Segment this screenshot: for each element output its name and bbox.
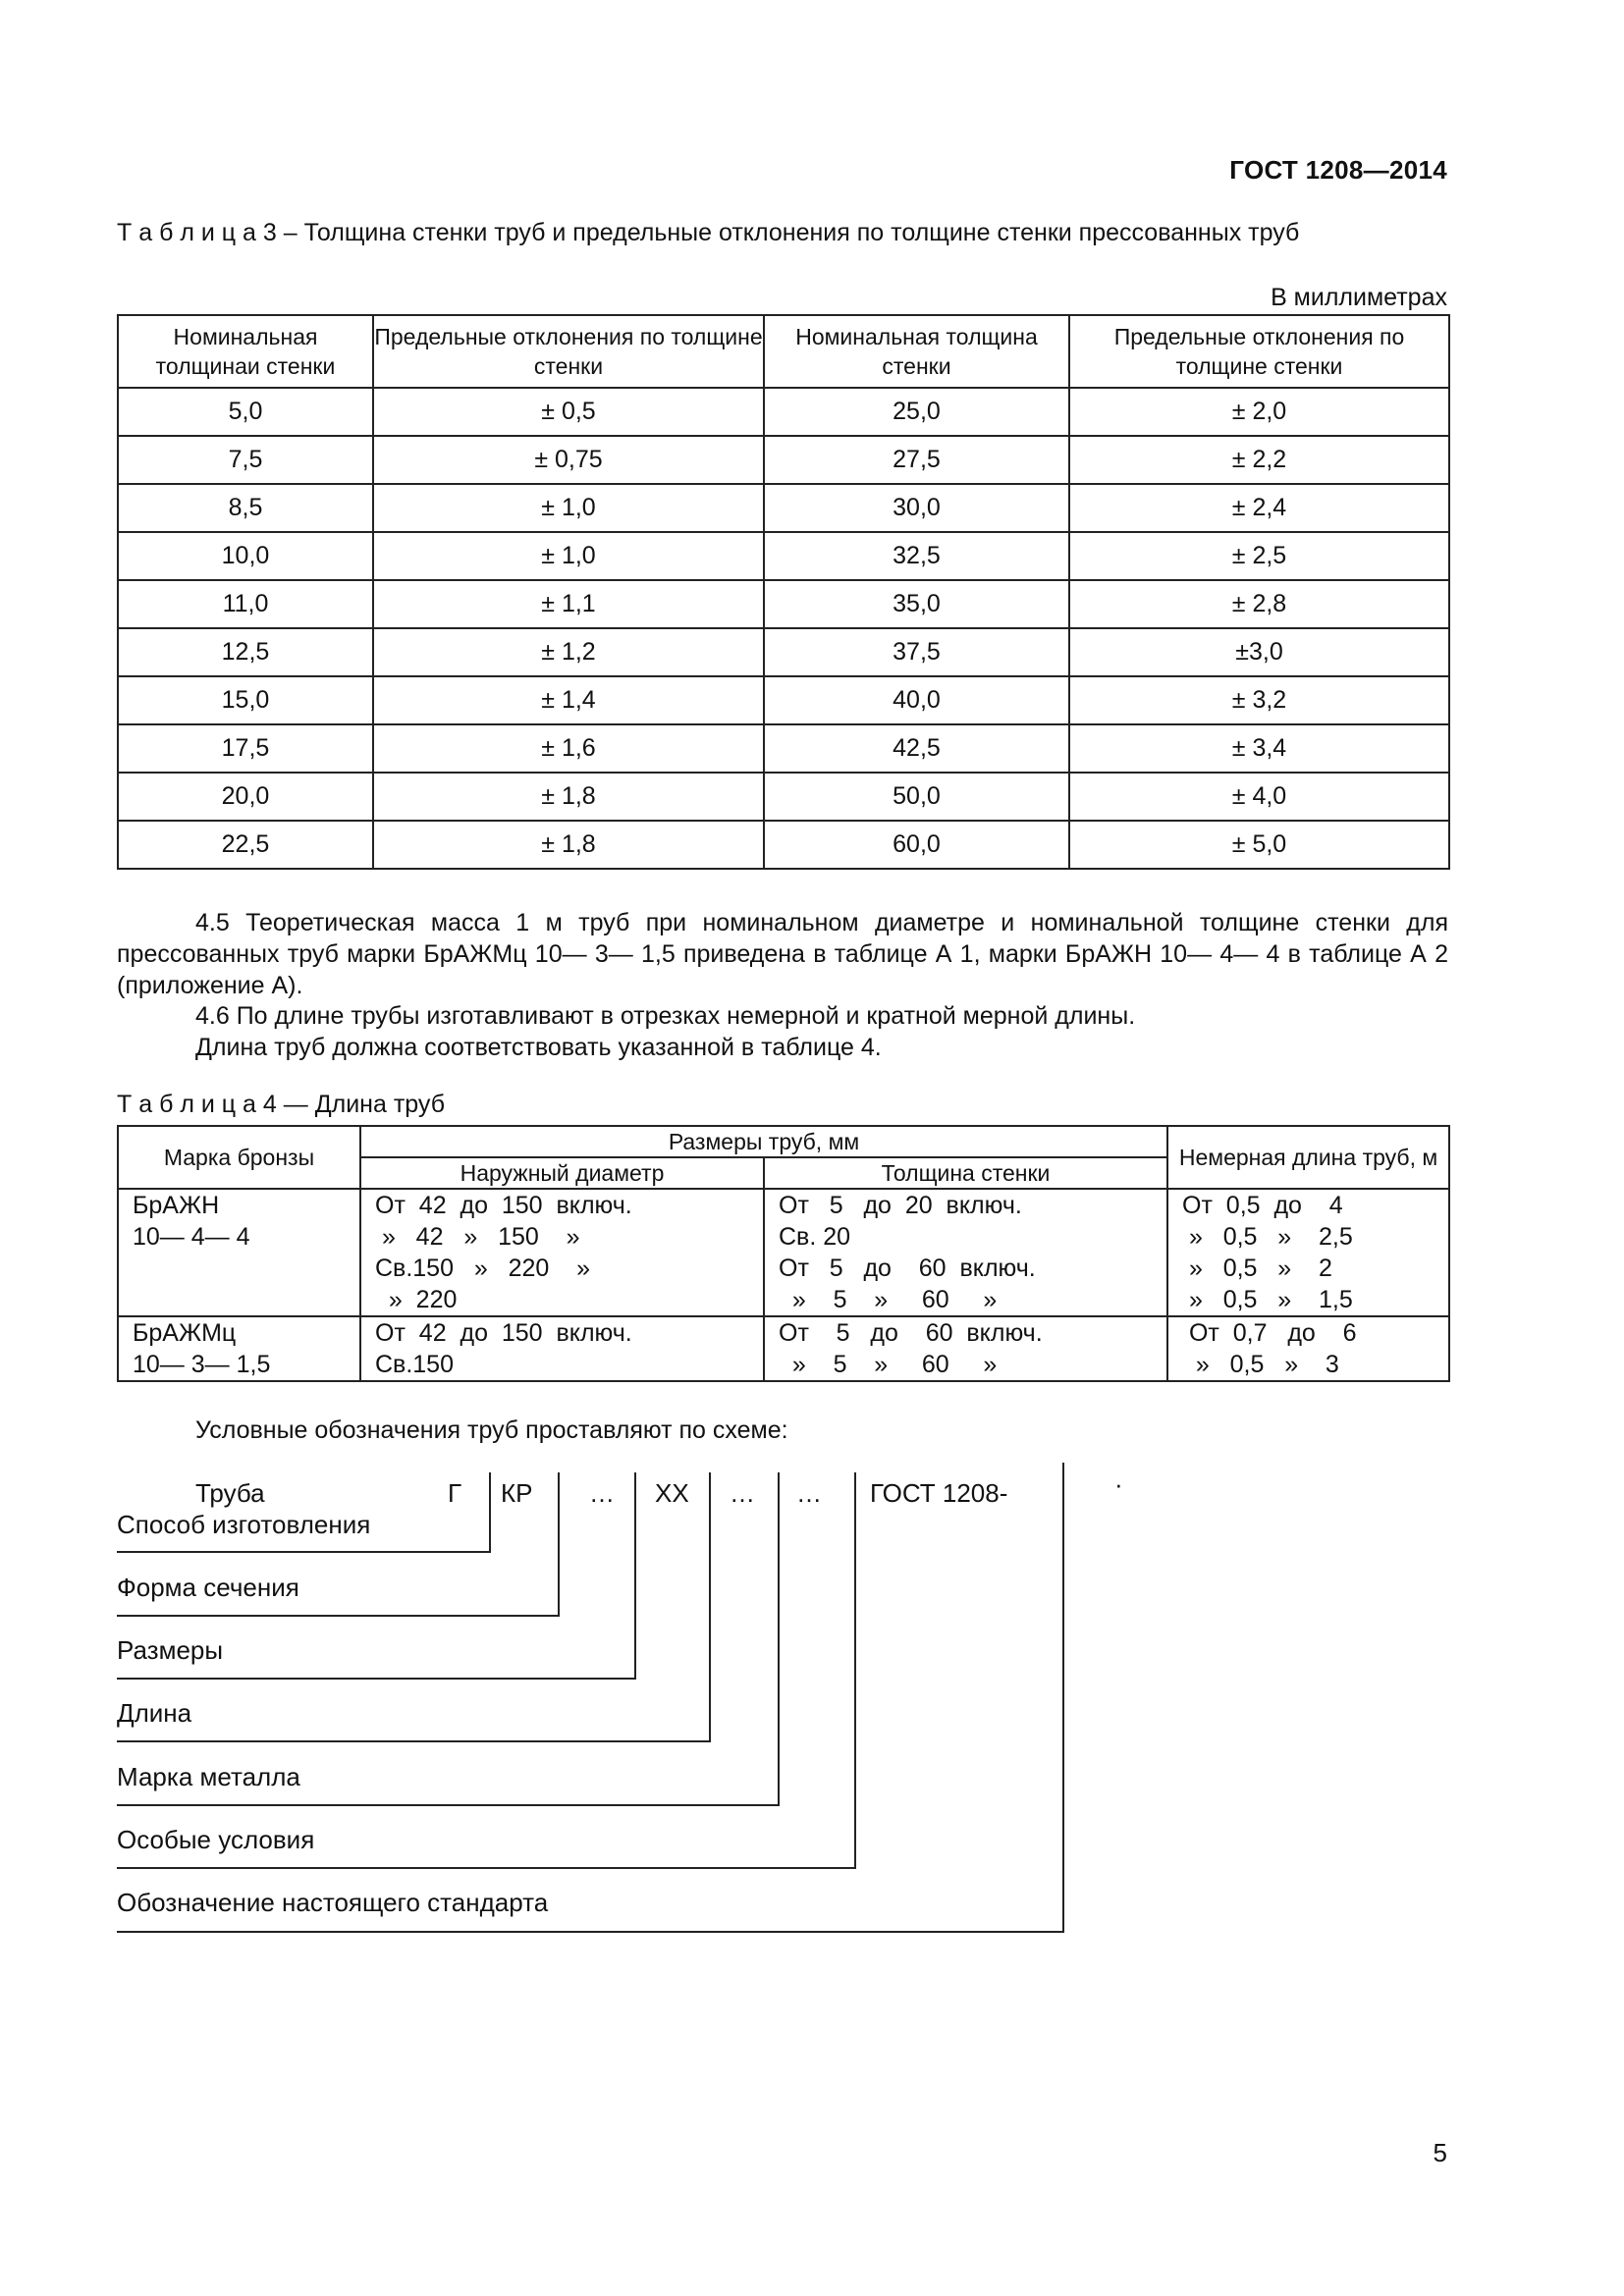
scheme-connector bbox=[709, 1472, 711, 1742]
table3-caption-text: 3 – Толщина стенки труб и предельные отклонения по толщине стенки прессованных труб bbox=[255, 219, 1300, 246]
nominal-thickness-cell: 37,5 bbox=[764, 628, 1069, 676]
paragraph-4-6-length: Длина труб должна соответствовать указанной в таблице 4. bbox=[195, 1034, 882, 1061]
nominal-thickness-cell: 11,0 bbox=[118, 580, 373, 628]
diameter-cell: От 42 до 150 включ. Св.150 bbox=[360, 1316, 764, 1381]
scheme-underline bbox=[117, 1740, 711, 1742]
scheme-connector bbox=[489, 1472, 491, 1553]
nominal-thickness-cell: 10,0 bbox=[118, 532, 373, 580]
nominal-thickness-cell: 35,0 bbox=[764, 580, 1069, 628]
length-cell: От 0,7 до 6 » 0,5 » 3 bbox=[1167, 1316, 1449, 1381]
nominal-thickness-cell: 8,5 bbox=[118, 484, 373, 532]
table-row bbox=[118, 388, 1449, 436]
table3-units: В миллиметрах bbox=[1271, 284, 1447, 311]
tolerance-cell: ± 1,8 bbox=[373, 773, 764, 821]
table-row bbox=[118, 532, 1449, 580]
nominal-thickness-cell: 5,0 bbox=[118, 388, 373, 436]
table-header-row bbox=[118, 315, 1449, 388]
table-row bbox=[118, 484, 1449, 532]
scheme-underline bbox=[117, 1804, 780, 1806]
brand-cell: БрАЖМц 10— 3— 1,5 bbox=[118, 1316, 360, 1381]
nominal-thickness-cell: 20,0 bbox=[118, 773, 373, 821]
scheme-connector bbox=[634, 1472, 636, 1680]
scheme-pipe-word: Труба bbox=[195, 1478, 265, 1508]
tolerance-cell: ± 3,4 bbox=[1069, 724, 1449, 773]
tolerance-cell: ± 2,2 bbox=[1069, 436, 1449, 484]
nominal-thickness-cell: 12,5 bbox=[118, 628, 373, 676]
scheme-label-standard: Обозначение настоящего стандарта bbox=[117, 1888, 549, 1917]
scheme-underline bbox=[117, 1867, 856, 1869]
scheme-intro: Условные обозначения труб проставляют по схеме: bbox=[195, 1416, 788, 1444]
scheme-connector bbox=[778, 1472, 780, 1806]
scheme-underline bbox=[117, 1678, 636, 1680]
nominal-thickness-cell: 42,5 bbox=[764, 724, 1069, 773]
scheme-dot: · bbox=[1114, 1469, 1123, 1499]
tolerance-cell: ± 2,5 bbox=[1069, 532, 1449, 580]
nominal-thickness-cell: 50,0 bbox=[764, 773, 1069, 821]
table-row bbox=[118, 1189, 1449, 1316]
tolerance-cell: ± 1,0 bbox=[373, 484, 764, 532]
thickness-cell: От 5 до 60 включ. » 5 » 60 » bbox=[764, 1316, 1167, 1381]
scheme-connector bbox=[1062, 1463, 1064, 1933]
pipe-length-table bbox=[117, 1125, 1450, 1382]
nominal-thickness-cell: 27,5 bbox=[764, 436, 1069, 484]
scheme-underline bbox=[117, 1931, 1064, 1933]
tolerance-cell: ± 3,2 bbox=[1069, 676, 1449, 724]
scheme-label-metal: Марка металла bbox=[117, 1762, 300, 1791]
table-header-row bbox=[118, 1126, 1449, 1157]
table4-caption bbox=[117, 1091, 445, 1119]
header-tolerance: Предельные отклонения по толщине стенки bbox=[373, 315, 764, 388]
tolerance-cell: ± 1,1 bbox=[373, 580, 764, 628]
table-row bbox=[118, 773, 1449, 821]
nominal-thickness-cell: 25,0 bbox=[764, 388, 1069, 436]
paragraph-4-5: 4.5 Теоретическая масса 1 м труб при номинальном диаметре и номинальной толщине стенки для прессованных труб марки БрАЖМц 10— 3— 1,5 приведена в таблице А 1, марки БрАЖН 10— 4— 4 в таблице А 2 (приложение А). bbox=[117, 909, 1448, 999]
table-row bbox=[118, 821, 1449, 869]
tolerance-cell: ± 2,0 bbox=[1069, 388, 1449, 436]
tolerance-cell: ± 0,5 bbox=[373, 388, 764, 436]
scheme-label-size: Размеры bbox=[117, 1635, 224, 1665]
nominal-thickness-cell: 40,0 bbox=[764, 676, 1069, 724]
scheme-connector bbox=[558, 1472, 560, 1617]
nominal-thickness-cell: 22,5 bbox=[118, 821, 373, 869]
scheme-code-length: ХХ bbox=[655, 1478, 689, 1508]
table-row bbox=[118, 436, 1449, 484]
document-code: ГОСТ 1208—2014 bbox=[1229, 155, 1447, 185]
nominal-thickness-cell: 32,5 bbox=[764, 532, 1069, 580]
header-outer-diameter: Наружный диаметр bbox=[360, 1157, 764, 1189]
thickness-cell: От 5 до 20 включ. Св. 20 От 5 до 60 включ. » 5 » 60 » bbox=[764, 1189, 1167, 1316]
tolerance-cell: ± 2,4 bbox=[1069, 484, 1449, 532]
table4-caption-prefix: Т а б л и ц а bbox=[117, 1091, 256, 1118]
tolerance-cell: ± 2,8 bbox=[1069, 580, 1449, 628]
scheme-connector bbox=[854, 1472, 856, 1869]
table-row bbox=[118, 1316, 1449, 1381]
table4-caption-text: 4 — Длина труб bbox=[255, 1091, 446, 1118]
diameter-cell: От 42 до 150 включ. » 42 » 150 » Св.150 » 220 » » 220 bbox=[360, 1189, 764, 1316]
tolerance-cell: ± 1,8 bbox=[373, 821, 764, 869]
page-number: 5 bbox=[1433, 2138, 1447, 2167]
scheme-code-special: … bbox=[796, 1478, 822, 1508]
nominal-thickness-cell: 7,5 bbox=[118, 436, 373, 484]
length-cell: От 0,5 до 4 » 0,5 » 2,5 » 0,5 » 2 » 0,5 » 1,5 bbox=[1167, 1189, 1449, 1316]
nominal-thickness-cell: 30,0 bbox=[764, 484, 1069, 532]
tolerance-cell: ± 1,2 bbox=[373, 628, 764, 676]
header-wall-thickness: Толщина стенки bbox=[764, 1157, 1167, 1189]
scheme-label-special: Особые условия bbox=[117, 1825, 315, 1854]
scheme-label-method: Способ изготовления bbox=[117, 1510, 371, 1539]
scheme-underline bbox=[117, 1551, 491, 1553]
header-brand: Марка бронзы bbox=[118, 1126, 360, 1189]
table3-caption-prefix: Т а б л и ц а bbox=[117, 219, 256, 246]
scheme-underline bbox=[117, 1615, 560, 1617]
table-row bbox=[118, 580, 1449, 628]
scheme-label-shape: Форма сечения bbox=[117, 1573, 299, 1602]
scheme-code-metal: … bbox=[730, 1478, 755, 1508]
header-nominal-thickness: Номинальная толщинаи стенки bbox=[118, 315, 373, 388]
scheme-standard: ГОСТ 1208- bbox=[870, 1478, 1008, 1508]
brand-cell: БрАЖН 10— 4— 4 bbox=[118, 1189, 360, 1316]
tolerance-cell: ± 1,6 bbox=[373, 724, 764, 773]
tolerance-cell: ± 0,75 bbox=[373, 436, 764, 484]
scheme-label-length: Длина bbox=[117, 1698, 192, 1728]
tolerance-cell: ± 1,0 bbox=[373, 532, 764, 580]
nominal-thickness-cell: 17,5 bbox=[118, 724, 373, 773]
table3-caption bbox=[117, 217, 1448, 249]
tolerance-cell: ±3,0 bbox=[1069, 628, 1449, 676]
header-sizes: Размеры труб, мм bbox=[360, 1126, 1167, 1157]
tolerance-cell: ± 1,4 bbox=[373, 676, 764, 724]
paragraph-4-6: 4.6 По длине трубы изготавливают в отрезках немерной и кратной мерной длины. bbox=[195, 1002, 1136, 1030]
header-tolerance: Предельные отклонения по толщине стенки bbox=[1069, 315, 1449, 388]
scheme-code-shape: КР bbox=[501, 1478, 533, 1508]
header-nominal-thickness: Номинальная толщина стенки bbox=[764, 315, 1069, 388]
tolerance-cell: ± 4,0 bbox=[1069, 773, 1449, 821]
nominal-thickness-cell: 15,0 bbox=[118, 676, 373, 724]
nominal-thickness-cell: 60,0 bbox=[764, 821, 1069, 869]
scheme-code-method: Г bbox=[448, 1478, 462, 1508]
scheme-code-size: … bbox=[589, 1478, 615, 1508]
table-row bbox=[118, 724, 1449, 773]
tolerance-cell: ± 5,0 bbox=[1069, 821, 1449, 869]
header-length: Немерная длина труб, м bbox=[1167, 1126, 1449, 1189]
table-row bbox=[118, 628, 1449, 676]
table-row bbox=[118, 676, 1449, 724]
wall-thickness-table bbox=[117, 314, 1450, 870]
